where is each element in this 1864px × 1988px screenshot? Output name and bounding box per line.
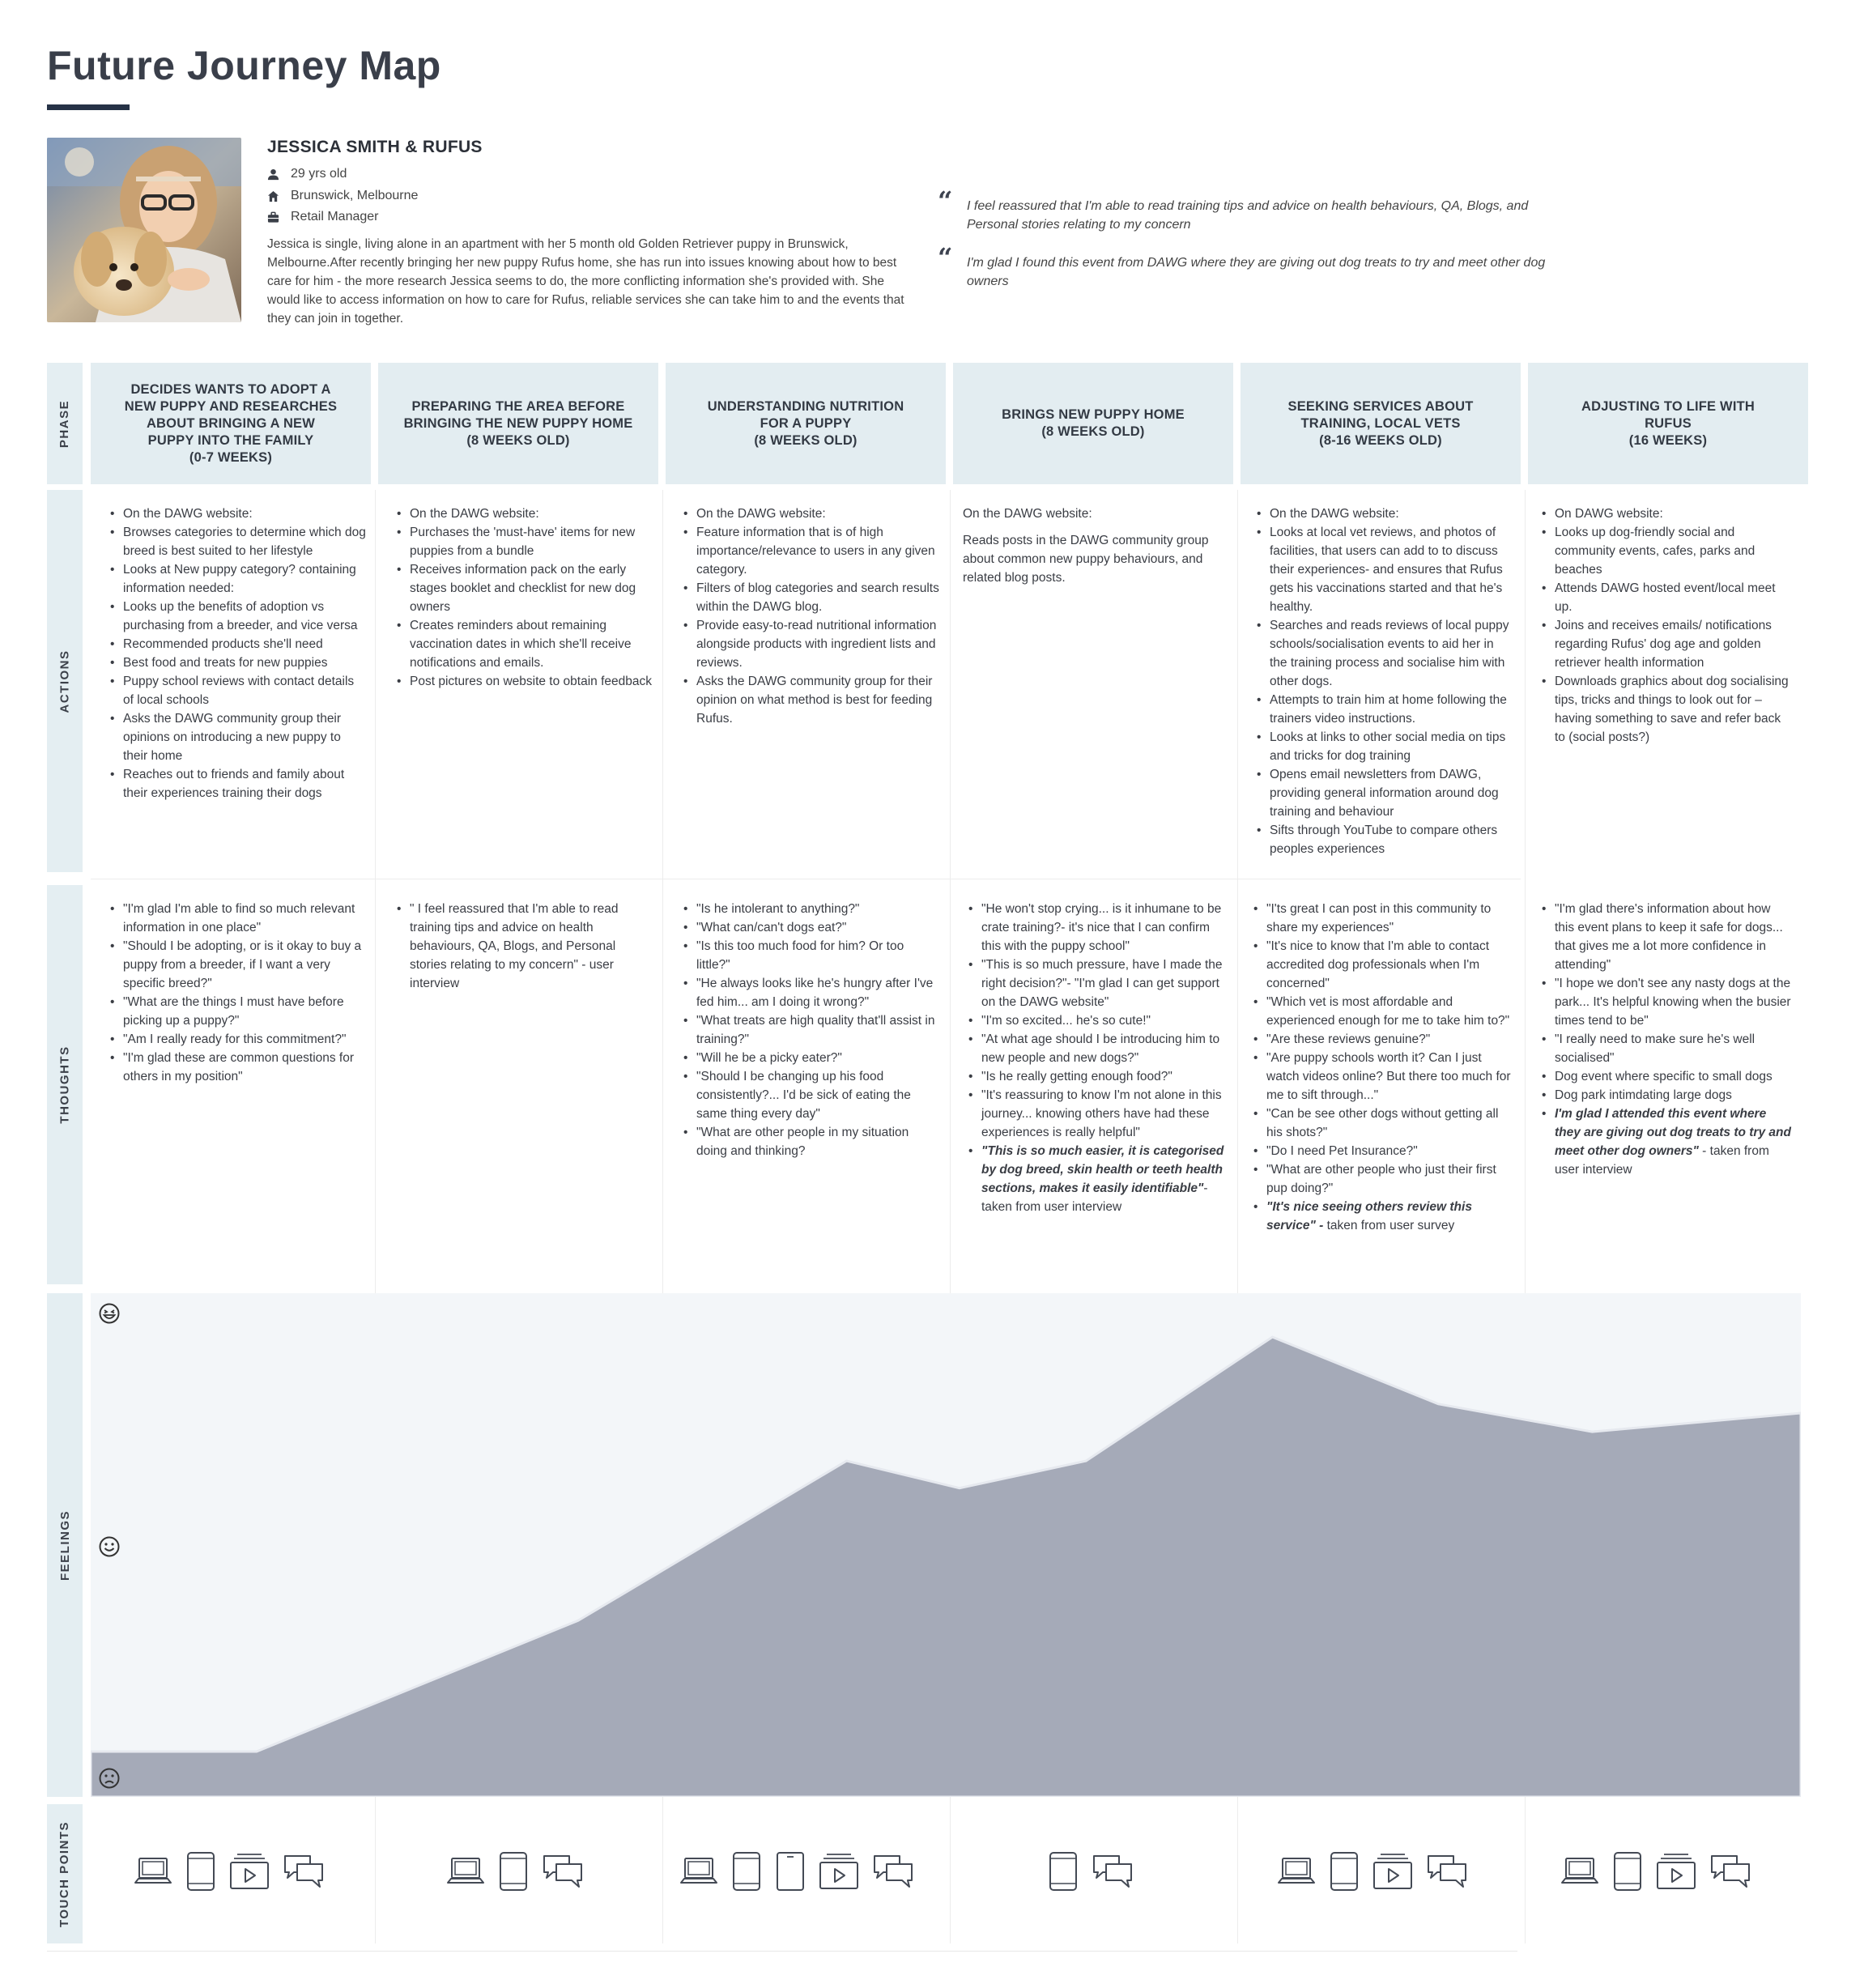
list-item: • Receives information pack on the early stages booklet and checklist for new dog owners (397, 560, 653, 616)
person-icon (267, 168, 279, 181)
list-item: • Looks up the benefits of adoption vs purchasing from a breeder, and vice versa (110, 598, 366, 635)
list-item: • "He won't stop crying... is it inhumane to be crate training?- it's nice that I can confirm this with the puppy school" (968, 900, 1228, 956)
list-item: • "Is this too much food for him? Or too little?" (683, 937, 939, 974)
laptop-icon (1560, 1854, 1599, 1889)
laptop-icon (134, 1854, 172, 1889)
list-item: • "What are the things I must have before picking up a puppy?" (110, 993, 366, 1030)
frowning-face-icon (98, 1767, 121, 1790)
list-item: • "I'ts great I can post in this community to share my experiences" (1253, 900, 1513, 937)
list-item: • Filters of blog categories and search results within the DAWG blog. (683, 579, 939, 616)
list-item: • Feature information that is of high importance/relevance to users in any given category. (683, 523, 939, 579)
list-item: • "Am I really ready for this commitment?" (110, 1030, 366, 1049)
video-player-icon (819, 1852, 859, 1891)
list-item: • " I feel reassured that I'm able to read training tips and advice on health behaviours, QA, Blogs, and Personal stories relating to my concern" - user interview (397, 900, 653, 993)
touchpoints-column-3 (679, 1850, 914, 1893)
quote-text: I feel reassured that I'm able to read training tips and advice on health behaviours, QA, Blogs, and Personal stories relating to my concern (967, 199, 1529, 232)
quote-2 (938, 242, 1553, 291)
persona-name: JESSICA SMITH & RUFUS (267, 138, 483, 156)
list-item: • Creates reminders about remaining vaccination dates in which she'll receive notifications and emails. (397, 616, 653, 672)
list-item: • Purchases the 'must-have' items for new puppies from a bundle (397, 523, 653, 560)
quote-mark-icon: “ (938, 242, 953, 273)
chat-bubbles-icon (872, 1853, 914, 1890)
persona-photo (47, 138, 241, 322)
tablet-icon (185, 1851, 216, 1892)
touchpoints-column-6 (1560, 1850, 1751, 1893)
feelings-area (91, 1337, 1801, 1797)
list-item: • "Is he intolerant to anything?" (683, 900, 939, 918)
list-item (1253, 1198, 1513, 1235)
list-item: • On the DAWG website: (683, 504, 939, 523)
persona-age-row (267, 165, 347, 183)
list-item: • "What are other people in my situation doing and thinking? (683, 1123, 939, 1160)
list-item: • "It's reassuring to know I'm not alone in this journey... knowing others have had these experiences is really helpful" (968, 1086, 1228, 1142)
list-item: • Reaches out to friends and family about their experiences training their dogs (110, 765, 366, 802)
chat-bubbles-icon (1426, 1853, 1468, 1890)
phase-header-3: UNDERSTANDING NUTRITION FOR A PUPPY (8 WEEKS OLD) (666, 363, 946, 484)
actions-cell-6 (1542, 504, 1793, 747)
actions-cell-1 (110, 504, 366, 802)
list-item: • Opens email newsletters from DAWG, providing general information around dog training and behaviour (1257, 765, 1513, 821)
touchpoints-column-1 (134, 1850, 325, 1893)
list-item: • "What are other people who just their first pup doing?" (1253, 1160, 1513, 1198)
list-item: • Puppy school reviews with contact details of local schools (110, 672, 366, 709)
list-item: • "I'm glad there's information about how this event plans to keep it safe for dogs... that gives me a lot more confidence in attending" (1542, 900, 1793, 974)
tablet-icon (1329, 1851, 1360, 1892)
list-item: • Attempts to train him at home following the trainers video instructions. (1257, 691, 1513, 728)
mobile-phone-icon (775, 1851, 806, 1892)
laptop-icon (446, 1854, 485, 1889)
list-item: • Recommended products she'll need (110, 635, 366, 653)
highlight-quote: "It's nice seeing others review this service" - (1266, 1200, 1472, 1232)
bottom-divider (47, 1951, 1517, 1952)
list-item: • "Will he be a picky eater?" (683, 1049, 939, 1067)
thoughts-cell-1 (110, 900, 366, 1086)
persona-location: Brunswick, Melbourne (291, 189, 419, 202)
tablet-icon (1612, 1851, 1643, 1892)
list-item: • "Should I be changing up his food consistently?... I'd be sick of eating the same thing every day" (683, 1067, 939, 1123)
list-item (1542, 1105, 1793, 1179)
list-item: • Asks the DAWG community group their opinions on introducing a new puppy to their home (110, 709, 366, 765)
list-item: • Attends DAWG hosted event/local meet up. (1542, 579, 1793, 616)
thoughts-cell-4 (968, 900, 1228, 1216)
list-item: • "Can be see other dogs without getting all his shots?" (1253, 1105, 1513, 1142)
briefcase-icon (267, 211, 279, 223)
quote-mark-icon: “ (938, 185, 953, 216)
phase-header-5: SEEKING SERVICES ABOUT TRAINING, LOCAL VETS (8-16 WEEKS OLD) (1241, 363, 1521, 484)
list-item: • Downloads graphics about dog socialising tips, tricks and things to look out for – having something to save and refer back to (social posts?) (1542, 672, 1793, 747)
chat-bubbles-icon (1709, 1853, 1751, 1890)
list-item: • Looks at New puppy category? containing information needed: (110, 560, 366, 598)
row-label-phase: PHASE (47, 363, 83, 484)
list-item: • "Are these reviews genuine?" (1253, 1030, 1513, 1049)
list-item: • Post pictures on website to obtain feedback (397, 672, 653, 691)
list-item: • On DAWG website: (1542, 504, 1793, 523)
list-item: • "Which vet is most affordable and experienced enough for me to take him to?" (1253, 993, 1513, 1030)
feelings-chart (91, 1293, 1801, 1797)
touchpoints-column-2 (446, 1850, 584, 1893)
persona-job-row (267, 208, 379, 226)
video-player-icon (1656, 1852, 1696, 1891)
persona-location-row (267, 187, 418, 205)
page-title: Future Journey Map (47, 43, 441, 88)
list-item: • "I hope we don't see any nasty dogs at the park... It's helpful knowing when the busier times tend to be" (1542, 974, 1793, 1030)
list-item: • Looks at links to other social media on tips and tricks for dog training (1257, 728, 1513, 765)
list-item: • Asks the DAWG community group for their opinion on what method is best for feeding Rufus. (683, 672, 939, 728)
list-item: • Best food and treats for new puppies (110, 653, 366, 672)
list-item: • On the DAWG website: (1257, 504, 1513, 523)
list-item: • "I'm so excited... he's so cute!" (968, 1011, 1228, 1030)
persona-job: Retail Manager (291, 210, 379, 223)
title-underline (47, 104, 130, 110)
list-item: • Searches and reads reviews of local puppy schools/socialisation events to aid her in the training process and socialise him with other dogs. (1257, 616, 1513, 691)
list-item (968, 1142, 1228, 1216)
quote-1 (938, 185, 1553, 234)
woman-with-golden-retriever-puppy-photo (47, 138, 241, 322)
chat-bubbles-icon (1092, 1853, 1134, 1890)
list-item: • Looks up dog-friendly social and community events, cafes, parks and beaches (1542, 523, 1793, 579)
list-item: • "What treats are high quality that'll assist in training?" (683, 1011, 939, 1049)
list-item: • Joins and receives emails/ notifications regarding Rufus' dog age and golden retriever health information (1542, 616, 1793, 672)
chat-bubbles-icon (283, 1853, 325, 1890)
smiling-face-icon (98, 1535, 121, 1558)
list-item: • Sifts through YouTube to compare others peoples experiences (1257, 821, 1513, 858)
quote-text: I'm glad I found this event from DAWG where they are giving out dog treats to try and meet other dog owners (967, 256, 1546, 288)
phase-header-4: BRINGS NEW PUPPY HOME (8 WEEKS OLD) (953, 363, 1233, 484)
thoughts-cell-6 (1542, 900, 1793, 1179)
list-item: • "What can/can't dogs eat?" (683, 918, 939, 937)
list-item: • Browses categories to determine which dog breed is best suited to her lifestyle (110, 523, 366, 560)
highlight-quote: "This is so much easier, it is categorised by dog breed, skin health or teeth health sections, makes it easily identifiable" (981, 1144, 1224, 1195)
laptop-icon (1277, 1854, 1316, 1889)
thoughts-cell-2 (397, 900, 653, 993)
phase-header-6: ADJUSTING TO LIFE WITH RUFUS (16 WEEKS) (1528, 363, 1808, 484)
chat-bubbles-icon (542, 1853, 584, 1890)
touchpoints-column-4 (1048, 1850, 1134, 1893)
home-icon (267, 190, 279, 202)
list-item: • "This is so much pressure, have I made the right decision?"- "I'm glad I can get support on the DAWG website" (968, 956, 1228, 1011)
list-item: • "Is he really getting enough food?" (968, 1067, 1228, 1086)
row-label-feelings: FEELINGS (47, 1293, 83, 1797)
phase-header-1: DECIDES WANTS TO ADOPT A NEW PUPPY AND RESEARCHES ABOUT BRINGING A NEW PUPPY INTO THE FAMILY (0-7 WEEKS) (91, 363, 371, 484)
list-item: • Dog park intimdating large dogs (1542, 1086, 1793, 1105)
list-item: • "At what age should I be introducing him to new people and new dogs?" (968, 1030, 1228, 1067)
actions-cell-5 (1257, 504, 1513, 858)
list-item: • "I'm glad these are common questions for others in my position" (110, 1049, 366, 1086)
phase-header-2: PREPARING THE AREA BEFORE BRINGING THE NEW PUPPY HOME (8 WEEKS OLD) (378, 363, 658, 484)
list-item: • "It's nice to know that I'm able to contact accredited dog professionals when I'm concerned" (1253, 937, 1513, 993)
list-item: • "I really need to make sure he's well socialised" (1542, 1030, 1793, 1067)
persona-age: 29 yrs old (291, 167, 347, 181)
highlight-quote: I'm glad I attended this event where they are giving out dog treats to try and meet other dog owners" (1555, 1107, 1791, 1158)
tablet-icon (498, 1851, 529, 1892)
list-item: • "Are puppy schools worth it? Can I just watch videos online? But there too much for me to sift through..." (1253, 1049, 1513, 1105)
row-label-actions: ACTIONS (47, 490, 83, 872)
touchpoints-column-5 (1277, 1850, 1468, 1893)
actions-cell-4 (963, 504, 1227, 595)
laptop-icon (679, 1854, 718, 1889)
laughing-face-icon (98, 1302, 121, 1325)
list-item: • "He always looks like he's hungry after I've fed him... am I doing it wrong?" (683, 974, 939, 1011)
list-item: • On the DAWG website: (397, 504, 653, 523)
video-player-icon (1372, 1852, 1413, 1891)
quote-source: - taken from user interview (981, 1181, 1208, 1214)
video-player-icon (229, 1852, 270, 1891)
list-item: • Looks at local vet reviews, and photos of facilities, that users can add to to discuss their experiences- and ensures that Rufus gets his vaccinations started and that he's healthy. (1257, 523, 1513, 616)
thoughts-cell-5 (1253, 900, 1513, 1235)
tablet-icon (1048, 1851, 1079, 1892)
action-text: Reads posts in the DAWG community group about common new puppy behaviours, and related blog posts. (963, 534, 1209, 585)
actions-cell-2 (397, 504, 653, 691)
list-item: • Provide easy-to-read nutritional information alongside products with ingredient lists and reviews. (683, 616, 939, 672)
action-intro: On the DAWG website: (963, 507, 1092, 521)
list-item: • Dog event where specific to small dogs (1542, 1067, 1793, 1086)
row-label-thoughts: THOUGHTS (47, 885, 83, 1284)
persona-description: Jessica is single, living alone in an apartment with her 5 month old Golden Retriever puppy in Brunswick, Melbourne.After recently bringing her new puppy Rufus home, she has run into issues knowing about how to best care for him - the more research Jessica seems to do, the more conflicting information she's provided with. She would like to access information on how to care for Rufus, reliable services she can take him to and the events that they can join in together. (267, 237, 904, 326)
tablet-icon (731, 1851, 762, 1892)
quote-source: taken from user survey (1323, 1219, 1455, 1232)
quote-source: - taken from user interview (1555, 1144, 1769, 1177)
list-item: • "Do I need Pet Insurance?" (1253, 1142, 1513, 1160)
list-item: • "Should I be adopting, or is it okay to buy a puppy from a breeder, if I want a very specific breed?" (110, 937, 366, 993)
list-item: • "I'm glad I'm able to find so much relevant information in one place" (110, 900, 366, 937)
list-item: • On the DAWG website: (110, 504, 366, 523)
row-label-touchpoints: TOUCH POINTS (47, 1804, 83, 1943)
actions-cell-3 (683, 504, 939, 728)
thoughts-cell-3 (683, 900, 939, 1160)
